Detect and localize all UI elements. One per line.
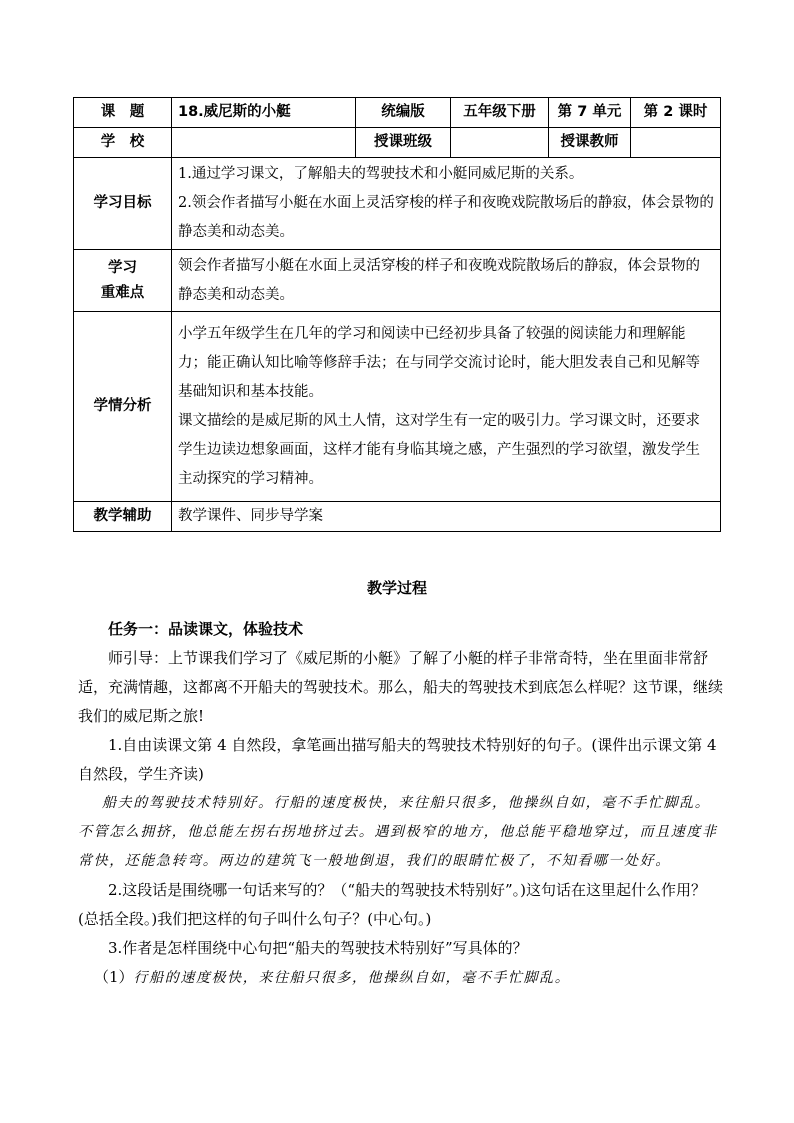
table-row [74,158,721,250]
analysis-label: 学情分析 [74,312,172,502]
grade: 五年级下册 [451,98,549,128]
lesson-period: 第 2 课时 [631,98,721,128]
goals-content [172,158,721,250]
unit: 第 7 单元 [549,98,631,128]
aids-content: 教学课件、同步导学案 [172,502,721,532]
difficulty-label [74,250,172,312]
edition: 统编版 [356,98,451,128]
difficulty-label-line2: 重难点 [100,284,145,301]
class-label: 授课班级 [356,128,451,158]
sub-item-number: （1） [94,968,134,986]
task-heading: 任务一：品读课文，体验技术 [108,620,304,638]
analysis-content [172,312,721,502]
step-1: 1.自由读课文第 4 自然段，拿笔画出描写船夫的驾驶技术特别好的句子。(课件出示课文第 4 自然段，学生齐读) [78,736,717,783]
table-row [74,250,721,312]
goal-item: 1.通过学习课文，了解船夫的驾驶技术和小艇同威尼斯的关系。 [178,166,584,182]
table-row [74,502,721,532]
lesson-title: 18.威尼斯的小艇 [172,98,356,128]
goal-item: 2.领会作者描写小艇在水面上灵活穿梭的样子和夜晚戏院散场后的静寂，体会景物的静态美和动态美。 [178,195,714,240]
text-quote: 船夫的驾驶技术特别好。行船的速度极快，来往船只很多，他操纵自如，毫不手忙脚乱。不管怎么拥挤，他总能左拐右拐地挤过去。遇到极窄的地方，他总能平稳地穿过，而且速度非常快，还能急转弯。两边的建筑飞一般地倒退，我们的眼睛忙极了，不知看哪一处好。 [78,795,718,869]
sub-item-text: 行船的速度极快，来往船只很多，他操纵自如，毫不手忙脚乱。 [133,970,571,986]
topic-label: 课 题 [74,98,172,128]
difficulty-content: 领会作者描写小艇在水面上灵活穿梭的样子和夜晚戏院散场后的静寂，体会景物的静态美和动态美。 [172,250,721,312]
analysis-paragraph: 课文描绘的是威尼斯的风土人情，这对学生有一定的吸引力。学习课文时，还要求学生边读边想象画面，这样才能有身临其境之感，产生强烈的学习欲望，激发学生主动探究的学习精神。 [178,412,700,487]
teacher-label: 授课教师 [549,128,631,158]
goals-label: 学习目标 [74,158,172,250]
teacher-value [631,128,721,158]
table-row [74,128,721,158]
class-value [451,128,549,158]
process-body [78,615,724,993]
lesson-info-table [73,97,721,532]
aids-label: 教学辅助 [74,502,172,532]
step-2: 2.这段话是围绕哪一句话来写的？（“船夫的驾驶技术特别好”。)这句话在这里起什么作用？(总括全段。)我们把这样的句子叫什么句子？(中心句。) [78,881,707,928]
school-label: 学 校 [74,128,172,158]
school-value [172,128,356,158]
table-row [74,98,721,128]
difficulty-label-line1: 学习 [108,259,137,276]
analysis-paragraph: 小学五年级学生在几年的学习和阅读中已经初步具备了较强的阅读能力和理解能力；能正确认知比喻等修辞手法；在与同学交流讨论时，能大胆发表自己和见解等基础知识和基本技能。 [178,325,700,400]
sub-item-1 [78,963,724,993]
table-row [74,312,721,502]
step-3: 3.作者是怎样围绕中心句把“船夫的驾驶技术特别好”写具体的？ [108,939,528,957]
teacher-intro: 师引导：上节课我们学习了《威尼斯的小艇》了解了小艇的样子非常奇特，坐在里面非常舒适，充满情趣，这都离不开船夫的驾驶技术。那么，船夫的驾驶技术到底怎么样呢？这节课，继续我们的威尼斯之旅! [78,649,724,725]
process-title: 教学过程 [366,579,427,597]
